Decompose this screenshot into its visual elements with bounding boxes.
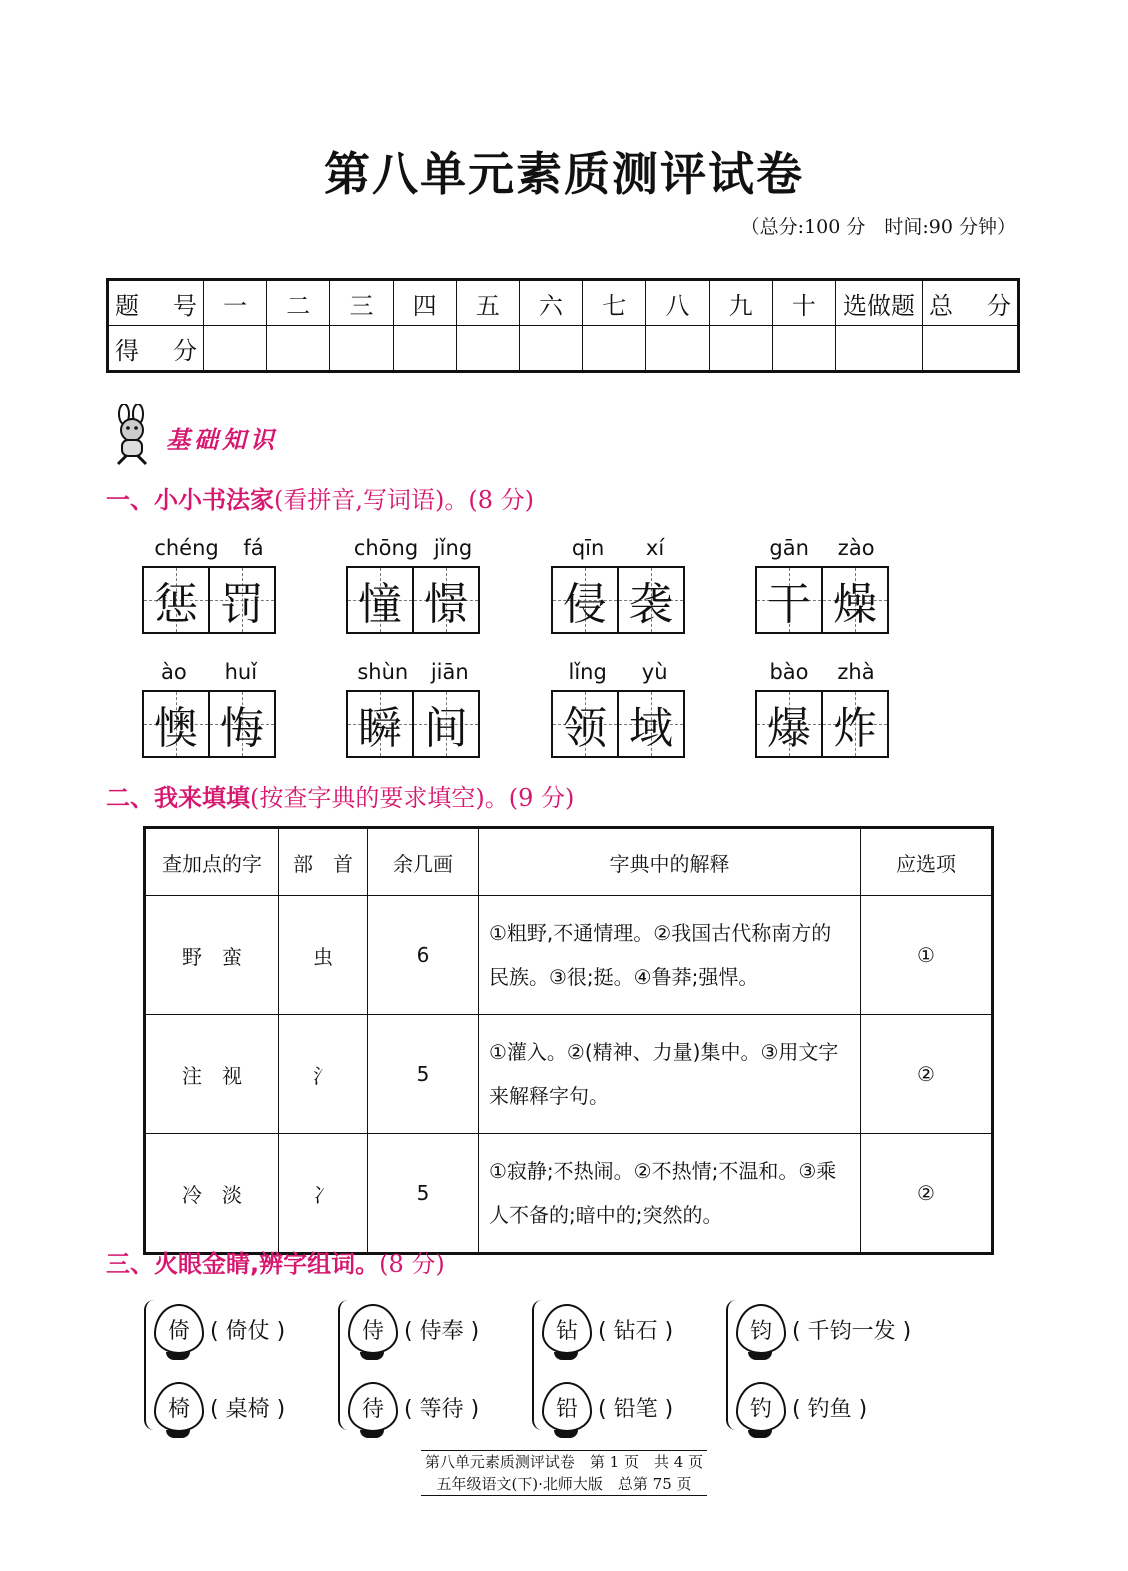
char-box[interactable]: 袭 — [617, 568, 683, 632]
pinyin: fá — [243, 536, 264, 560]
score-header-row — [108, 280, 1019, 326]
pair-item — [736, 1304, 911, 1354]
pair-item — [154, 1304, 285, 1354]
radical-cell[interactable]: 冫 — [279, 1134, 368, 1254]
char-box[interactable]: 间 — [412, 692, 478, 756]
score-table — [106, 278, 1020, 373]
char-box[interactable]: 憧 — [348, 568, 412, 632]
header-cell: 九 — [709, 280, 772, 326]
char-box[interactable]: 侵 — [553, 568, 617, 632]
col-header: 字典中的解释 — [479, 828, 861, 896]
radical-cell[interactable]: 氵 — [279, 1015, 368, 1134]
char-box[interactable]: 瞬 — [348, 692, 412, 756]
header-cell: 八 — [646, 280, 709, 326]
pinyin: shùn — [357, 660, 409, 684]
word-answer[interactable]: ( 等待 ) — [404, 1396, 480, 1422]
col-header: 余几画 — [368, 828, 479, 896]
explain-cell: ①粗野,不通情理。②我国古代称南方的民族。③很;挺。④鲁莽;强悍。 — [479, 896, 861, 1015]
section1-heading — [106, 480, 534, 515]
explain-cell: ①寂静;不热闹。②不热情;不温和。③乘人不备的;暗中的;突然的。 — [479, 1134, 861, 1254]
pinyin: chéng — [154, 536, 219, 560]
pinyin: bào — [769, 660, 809, 684]
choice-cell[interactable]: ② — [861, 1134, 993, 1254]
word-item — [346, 660, 480, 758]
word-answer[interactable]: ( 倚仗 ) — [210, 1318, 286, 1344]
header-cell: 五 — [456, 280, 519, 326]
peach-icon: 倚 — [154, 1304, 204, 1354]
score-cell[interactable] — [204, 326, 267, 372]
section2-heading — [106, 778, 574, 813]
score-cell[interactable] — [393, 326, 456, 372]
page-footer — [0, 1450, 1128, 1496]
score-cell[interactable] — [267, 326, 330, 372]
peach-icon: 钻 — [542, 1304, 592, 1354]
header-cell: 二 — [267, 280, 330, 326]
pinyin: qīn — [571, 536, 605, 560]
char-box[interactable]: 炸 — [821, 692, 887, 756]
section1-subtitle: (看拼音,写词语)。(8 分) — [274, 486, 534, 514]
basic-knowledge-label: 基础知识 — [166, 425, 278, 454]
strokes-cell[interactable]: 6 — [368, 896, 479, 1015]
word-item — [142, 660, 276, 758]
pair-item — [736, 1382, 867, 1432]
word-item — [551, 660, 685, 758]
section2-title: 二、我来填填 — [106, 784, 250, 812]
header-cell: 总 分 — [923, 280, 1019, 326]
char-box[interactable]: 悔 — [208, 692, 274, 756]
score-cell[interactable] — [709, 326, 772, 372]
word-answer[interactable]: ( 侍奉 ) — [404, 1318, 480, 1344]
score-value-row — [108, 326, 1019, 372]
score-cell[interactable] — [772, 326, 835, 372]
pair-item — [542, 1382, 673, 1432]
score-cell[interactable] — [923, 326, 1019, 372]
section3-subtitle: (8 分) — [379, 1250, 445, 1278]
score-cell[interactable] — [836, 326, 923, 372]
col-header: 查加点的字 — [145, 828, 279, 896]
choice-cell[interactable]: ② — [861, 1015, 993, 1134]
section2-subtitle: (按查字典的要求填空)。(9 分) — [250, 784, 575, 812]
header-cell: 选做题 — [836, 280, 923, 326]
word-answer[interactable]: ( 千钧一发 ) — [792, 1318, 912, 1344]
char-box[interactable]: 罚 — [208, 568, 274, 632]
table-row — [145, 1015, 993, 1134]
char-box[interactable]: 憬 — [412, 568, 478, 632]
score-time-info: （总分:100 分 时间:90 分钟） — [740, 216, 1016, 238]
page-title: 第八单元素质测评试卷 — [324, 147, 804, 201]
score-cell[interactable] — [646, 326, 709, 372]
pair-item — [542, 1304, 673, 1354]
char-box[interactable]: 懊 — [144, 692, 208, 756]
header-cell: 四 — [393, 280, 456, 326]
score-cell[interactable] — [583, 326, 646, 372]
row-label: 题 号 — [108, 280, 204, 326]
char-box[interactable]: 燥 — [821, 568, 887, 632]
word-answer[interactable]: ( 桌椅 ) — [210, 1396, 286, 1422]
word-answer[interactable]: ( 钻石 ) — [598, 1318, 674, 1344]
word-cell: 注 视 — [145, 1015, 279, 1134]
pinyin: chōng — [353, 536, 419, 560]
pinyin: lǐng — [568, 660, 607, 684]
peach-icon: 侍 — [348, 1304, 398, 1354]
score-cell[interactable] — [330, 326, 393, 372]
dictionary-table — [143, 826, 994, 1255]
peach-icon: 椅 — [154, 1382, 204, 1432]
char-box[interactable]: 干 — [757, 568, 821, 632]
word-item — [142, 536, 276, 634]
word-cell: 野 蛮 — [145, 896, 279, 1015]
pair-item — [154, 1382, 285, 1432]
pinyin: ào — [160, 660, 187, 684]
word-item — [755, 536, 889, 634]
pinyin: gān — [769, 536, 809, 560]
pinyin: yù — [641, 660, 668, 684]
row-label: 得 分 — [108, 326, 204, 372]
char-box[interactable]: 域 — [617, 692, 683, 756]
pinyin: jiān — [430, 660, 469, 684]
peach-icon: 铅 — [542, 1382, 592, 1432]
word-answer[interactable]: ( 铅笔 ) — [598, 1396, 674, 1422]
radical-cell[interactable]: 虫 — [279, 896, 368, 1015]
rabbit-mascot-icon — [108, 404, 156, 466]
table-row — [145, 896, 993, 1015]
char-box[interactable]: 爆 — [757, 692, 821, 756]
word-item — [755, 660, 889, 758]
char-box[interactable]: 领 — [553, 692, 617, 756]
pinyin: jǐng — [433, 536, 473, 560]
pair-item — [348, 1382, 479, 1432]
pinyin: xí — [645, 536, 665, 560]
header-cell: 七 — [583, 280, 646, 326]
word-cell: 冷 淡 — [145, 1134, 279, 1254]
pair-item — [348, 1304, 479, 1354]
score-cell[interactable] — [456, 326, 519, 372]
pinyin: zào — [837, 536, 875, 560]
strokes-cell[interactable]: 5 — [368, 1015, 479, 1134]
section3-title: 三、火眼金睛,辨字组词。 — [106, 1250, 380, 1278]
section3-heading — [106, 1244, 445, 1279]
footer-line2: 五年级语文(下)·北师大版 总第 75 页 — [436, 1475, 692, 1493]
pinyin: zhà — [837, 660, 875, 684]
word-answer[interactable]: ( 钓鱼 ) — [792, 1396, 868, 1422]
strokes-cell[interactable]: 5 — [368, 1134, 479, 1254]
header-cell: 十 — [772, 280, 835, 326]
header-cell: 一 — [204, 280, 267, 326]
table-row — [145, 1134, 993, 1254]
word-item — [551, 536, 685, 634]
pinyin: huǐ — [224, 660, 258, 684]
explain-cell: ①灌入。②(精神、力量)集中。③用文字来解释字句。 — [479, 1015, 861, 1134]
char-box[interactable]: 惩 — [144, 568, 208, 632]
peach-icon: 待 — [348, 1382, 398, 1432]
score-cell[interactable] — [519, 326, 582, 372]
header-cell: 六 — [519, 280, 582, 326]
col-header: 部 首 — [279, 828, 368, 896]
word-item — [346, 536, 480, 634]
peach-icon: 钓 — [736, 1382, 786, 1432]
footer-line1: 第八单元素质测评试卷 第 1 页 共 4 页 — [424, 1453, 704, 1471]
peach-icon: 钧 — [736, 1304, 786, 1354]
section1-title: 一、小小书法家 — [106, 486, 274, 514]
col-header: 应选项 — [861, 828, 993, 896]
header-cell: 三 — [330, 280, 393, 326]
choice-cell[interactable]: ① — [861, 896, 993, 1015]
